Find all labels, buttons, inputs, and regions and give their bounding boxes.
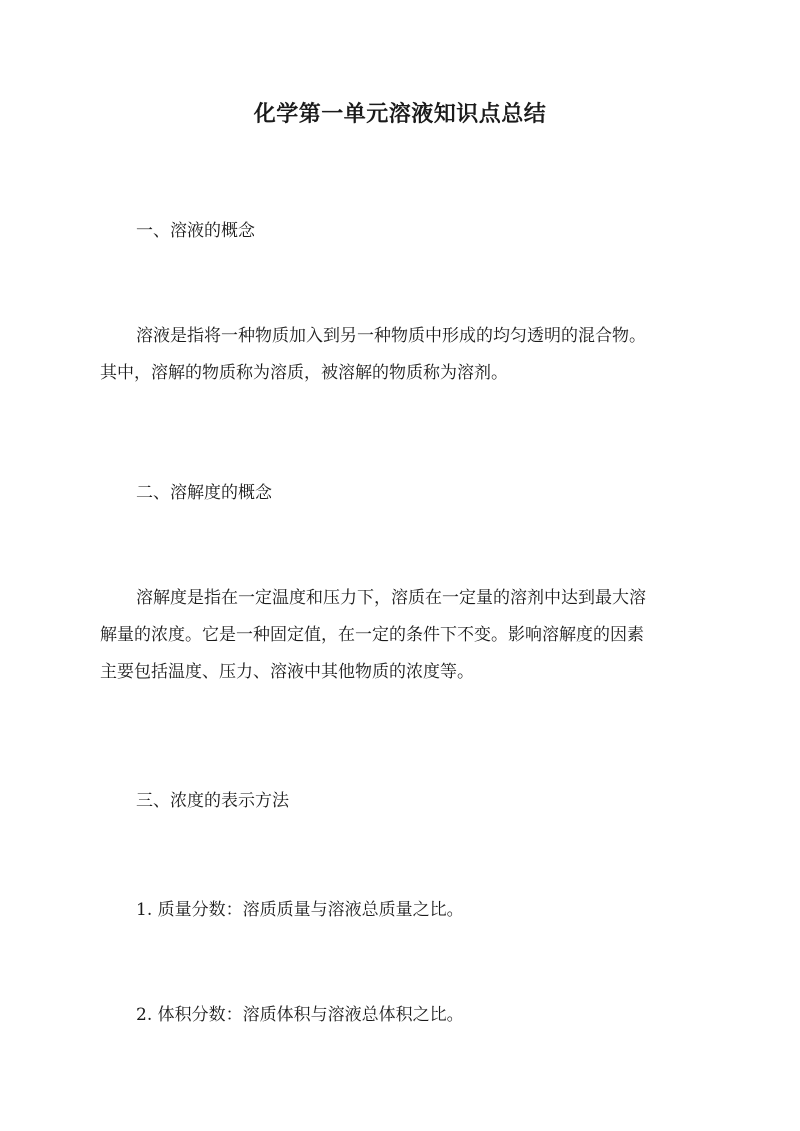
paragraph-line: 溶液是指将一种物质加入到另一种物质中形成的均匀透明的混合物。: [136, 326, 646, 346]
section-paragraph-2: [100, 580, 700, 691]
section-paragraph-1: [100, 318, 700, 392]
document-title: 化学第一单元溶液知识点总结: [253, 101, 547, 127]
paragraph-line: 解量的浓度。它是一种固定值，在一定的条件下不变。影响溶解度的因素: [100, 625, 644, 645]
paragraph-line: 其中，溶解的物质称为溶质，被溶解的物质称为溶剂。: [100, 363, 508, 383]
section-heading-1: 一、溶液的概念: [136, 221, 255, 241]
paragraph-line: 主要包括温度、压力、溶液中其他物质的浓度等。: [100, 662, 474, 682]
list-item: 1. 质量分数：溶质质量与溶液总质量之比。: [136, 900, 464, 920]
paragraph-line: 溶解度是指在一定温度和压力下，溶质在一定量的溶剂中达到最大溶: [136, 588, 646, 608]
list-item: 2. 体积分数：溶质体积与溶液总体积之比。: [136, 1005, 464, 1025]
section-heading-3: 三、浓度的表示方法: [136, 791, 289, 811]
section-heading-2: 二、溶解度的概念: [136, 483, 272, 503]
